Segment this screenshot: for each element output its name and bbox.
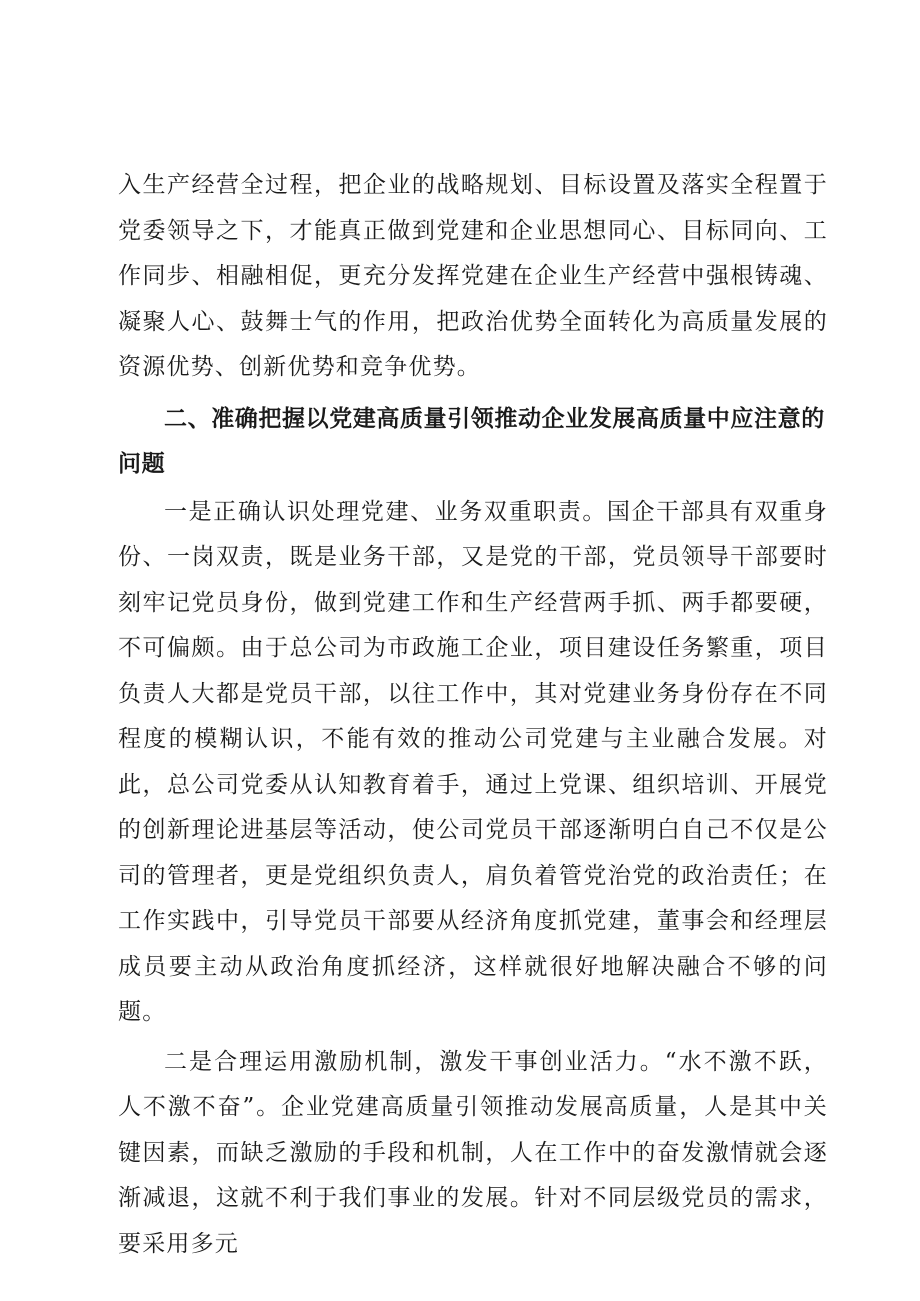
section-heading: 二、准确把握以党建高质量引领推动企业发展高质量中应注意的问题 [118,405,825,477]
paragraph-continuation: 入生产经营全过程，把企业的战略规划、目标设置及落实全程置于党委领导之下，才能真正做到党建和企业思想同心、目标同向、工作同步、相融相促，更充分发挥党建在企业生产经营中强根铸魂、凝聚人心、鼓舞士气的作用，把政治优势全面转化为高质量发展的资源优势、创新优势和竞争优势。 [118,172,828,380]
paragraph-incentive-mechanism: 二是合理运用激励机制，激发干事创业活力。“水不激不跃，人不激不奋”。企业党建高质量引领推动发展高质量，人是其中关键因素，而缺乏激励的手段和机制，人在工作中的奋发激情就会逐渐减退，这就不利于我们事业的发展。针对不同层级党员的需求，要采用多元 [118,1048,828,1257]
paragraph-dual-responsibility: 一是正确认识处理党建、业务双重职责。国企干部具有双重身份、一岗双责，既是业务干部，又是党的干部，党员领导干部要时刻牢记党员身份，做到党建工作和生产经营两手抓、两手都要硬，不可偏颇。由于总公司为市政施工企业，项目建设任务繁重，项目负责人大都是党员干部，以往工作中，其对党建业务身份存在不同程度的模糊认识，不能有效的推动公司党建与主业融合发展。对此，总公司党委从认知教育着手，通过上党课、组织培训、开展党的创新理论进基层等活动，使公司党员干部逐渐明白自己不仅是公司的管理者，更是党组织负责人，肩负着管党治党的政治责任；在工作实践中，引导党员干部要从经济角度抓党建，董事会和经理层成员要主动从政治角度抓经济，这样就很好地解决融合不够的问题。 [118,498,828,1025]
document-body [118,163,828,1267]
